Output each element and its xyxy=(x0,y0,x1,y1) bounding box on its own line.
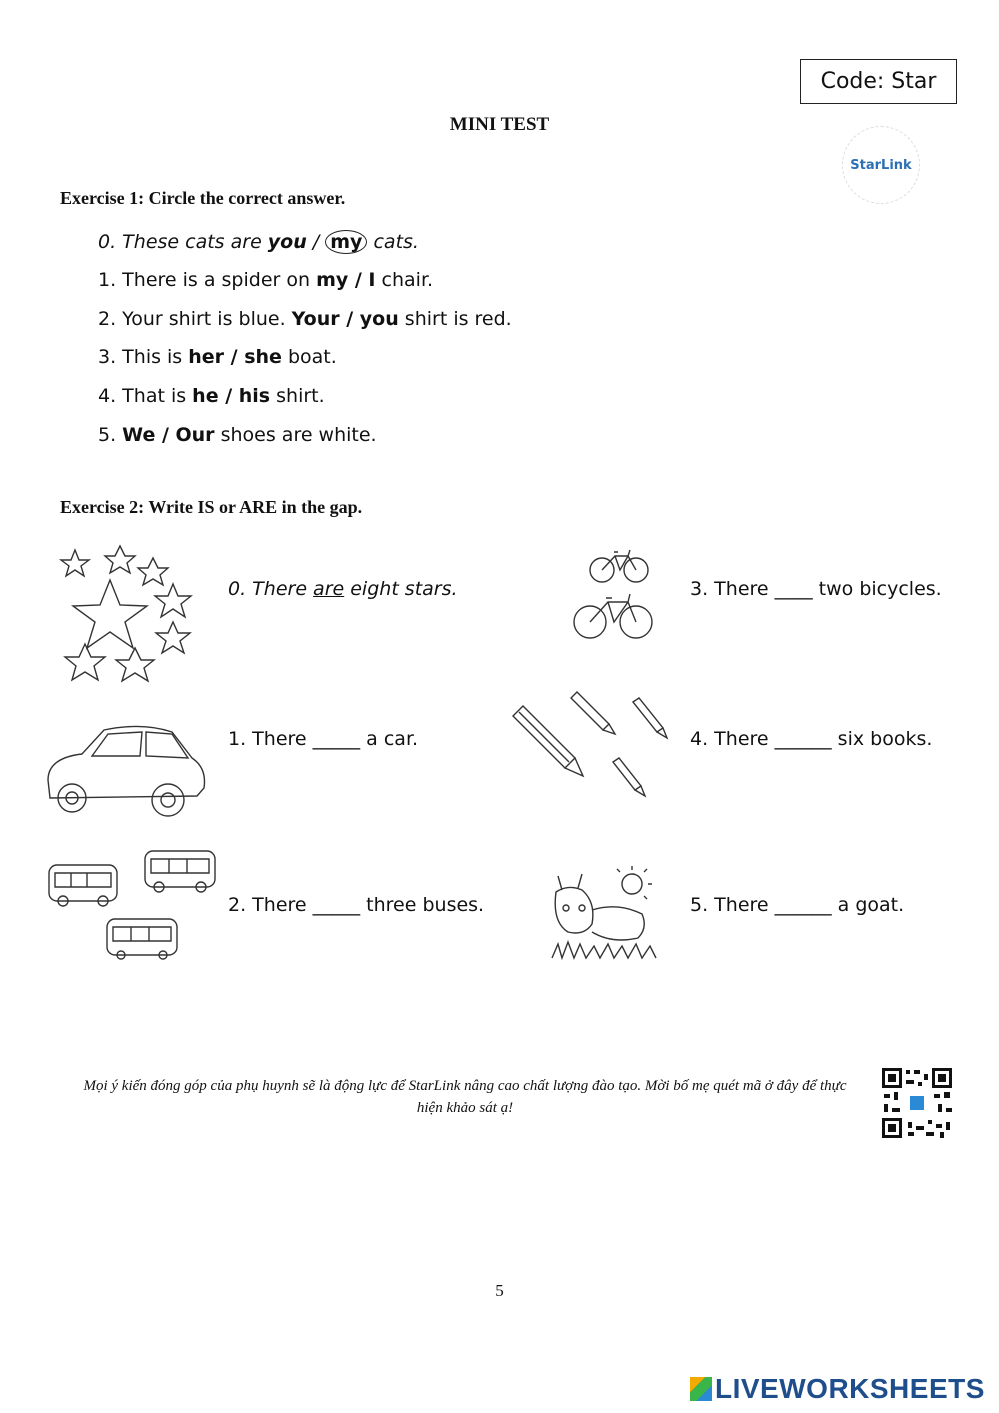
page-number: 5 xyxy=(495,1281,504,1300)
crayon-icon xyxy=(633,698,667,738)
starlink-logo xyxy=(842,126,920,204)
example-text: 0. There xyxy=(228,578,314,600)
item-text-end: shirt. xyxy=(270,385,325,407)
exercise-1-item xyxy=(98,346,337,368)
buses-illustration xyxy=(45,845,220,960)
bus-icon xyxy=(49,865,117,901)
answer-options[interactable]: Your / you xyxy=(291,308,399,330)
item-text: 2. Your shirt is blue. xyxy=(98,308,292,330)
bus-icon xyxy=(145,851,215,887)
goat-illustration xyxy=(548,862,663,962)
goat-head xyxy=(555,887,593,933)
answer-options[interactable]: he / his xyxy=(192,385,271,407)
logo-text: StarLink xyxy=(850,157,912,173)
page-title: MINI TEST xyxy=(449,114,550,135)
liveworksheets-brand xyxy=(690,1373,985,1405)
star-icon xyxy=(65,644,105,680)
exercise-2-item-5[interactable]: 5. There ______ a goat. xyxy=(690,894,905,916)
car-body xyxy=(48,726,205,798)
exercise-1-heading: Exercise 1: Circle the correct answer. xyxy=(60,188,346,208)
bicycles-illustration xyxy=(570,540,660,645)
item-text-end: boat. xyxy=(281,346,337,368)
item-text: 4. That is xyxy=(98,385,193,407)
qr-code-icon[interactable] xyxy=(880,1066,954,1140)
star-icon xyxy=(61,550,89,576)
item-text-end: shirt is red. xyxy=(398,308,512,330)
example-answer: are xyxy=(313,578,345,600)
car-illustration xyxy=(42,718,212,818)
example-text-end: cats. xyxy=(367,231,419,253)
exercise-2-heading: Exercise 2: Write IS or ARE in the gap. xyxy=(60,497,363,517)
exercise-2-item-4[interactable]: 4. There ______ six books. xyxy=(690,728,933,750)
brand-text: LIVEWORKSHEETS xyxy=(715,1373,985,1404)
stars-illustration xyxy=(55,540,200,690)
exercise-1-item xyxy=(98,385,325,407)
item-text: 1. There is a spider on xyxy=(98,269,317,291)
answer-options[interactable]: We / Our xyxy=(122,424,215,446)
item-text-end: chair. xyxy=(375,269,434,291)
crayon-icon xyxy=(571,692,615,734)
star-icon xyxy=(138,558,168,585)
crayon-icon xyxy=(613,758,645,796)
answer-options[interactable]: her / she xyxy=(188,346,282,368)
exercise-2-item-3[interactable]: 3. There ____ two bicycles. xyxy=(690,578,942,600)
exercise-1-item xyxy=(98,269,433,291)
bus-icon xyxy=(107,919,177,955)
example-text-end: eight stars. xyxy=(344,578,458,600)
code-label: Code: Star xyxy=(800,59,957,104)
exercise-1-item xyxy=(98,308,512,330)
item-text-end: shoes are white. xyxy=(214,424,377,446)
item-text: 3. This is xyxy=(98,346,189,368)
item-text: 5. xyxy=(98,424,123,446)
star-icon xyxy=(116,648,154,681)
example-text: 0. These cats are xyxy=(98,231,268,253)
exercise-2-example xyxy=(228,578,458,600)
crayons-illustration xyxy=(505,688,670,798)
star-icon xyxy=(105,546,135,573)
star-icon xyxy=(73,580,147,648)
exercise-1-item xyxy=(98,424,377,446)
parent-feedback-note: Mọi ý kiến đóng góp của phụ huynh sẽ là động lực để StarLink nâng cao chất lượng đào tạo. Mời bố mẹ quét mã ở đây để thực hiện khảo sát ạ! xyxy=(83,1078,847,1116)
exercise-2-item-1[interactable]: 1. There _____ a car. xyxy=(228,728,419,750)
star-icon xyxy=(155,584,191,617)
sun-icon xyxy=(622,874,642,894)
wheel-icon xyxy=(152,784,184,816)
circled-answer: my xyxy=(325,230,367,254)
answer-options[interactable]: my / I xyxy=(316,269,376,291)
example-separator: / xyxy=(306,231,326,253)
example-option: you xyxy=(267,231,307,253)
exercise-2-item-2[interactable]: 2. There _____ three buses. xyxy=(228,894,485,916)
liveworksheets-logo-icon xyxy=(690,1377,712,1401)
star-icon xyxy=(156,622,190,653)
exercise-1-example xyxy=(98,230,419,254)
